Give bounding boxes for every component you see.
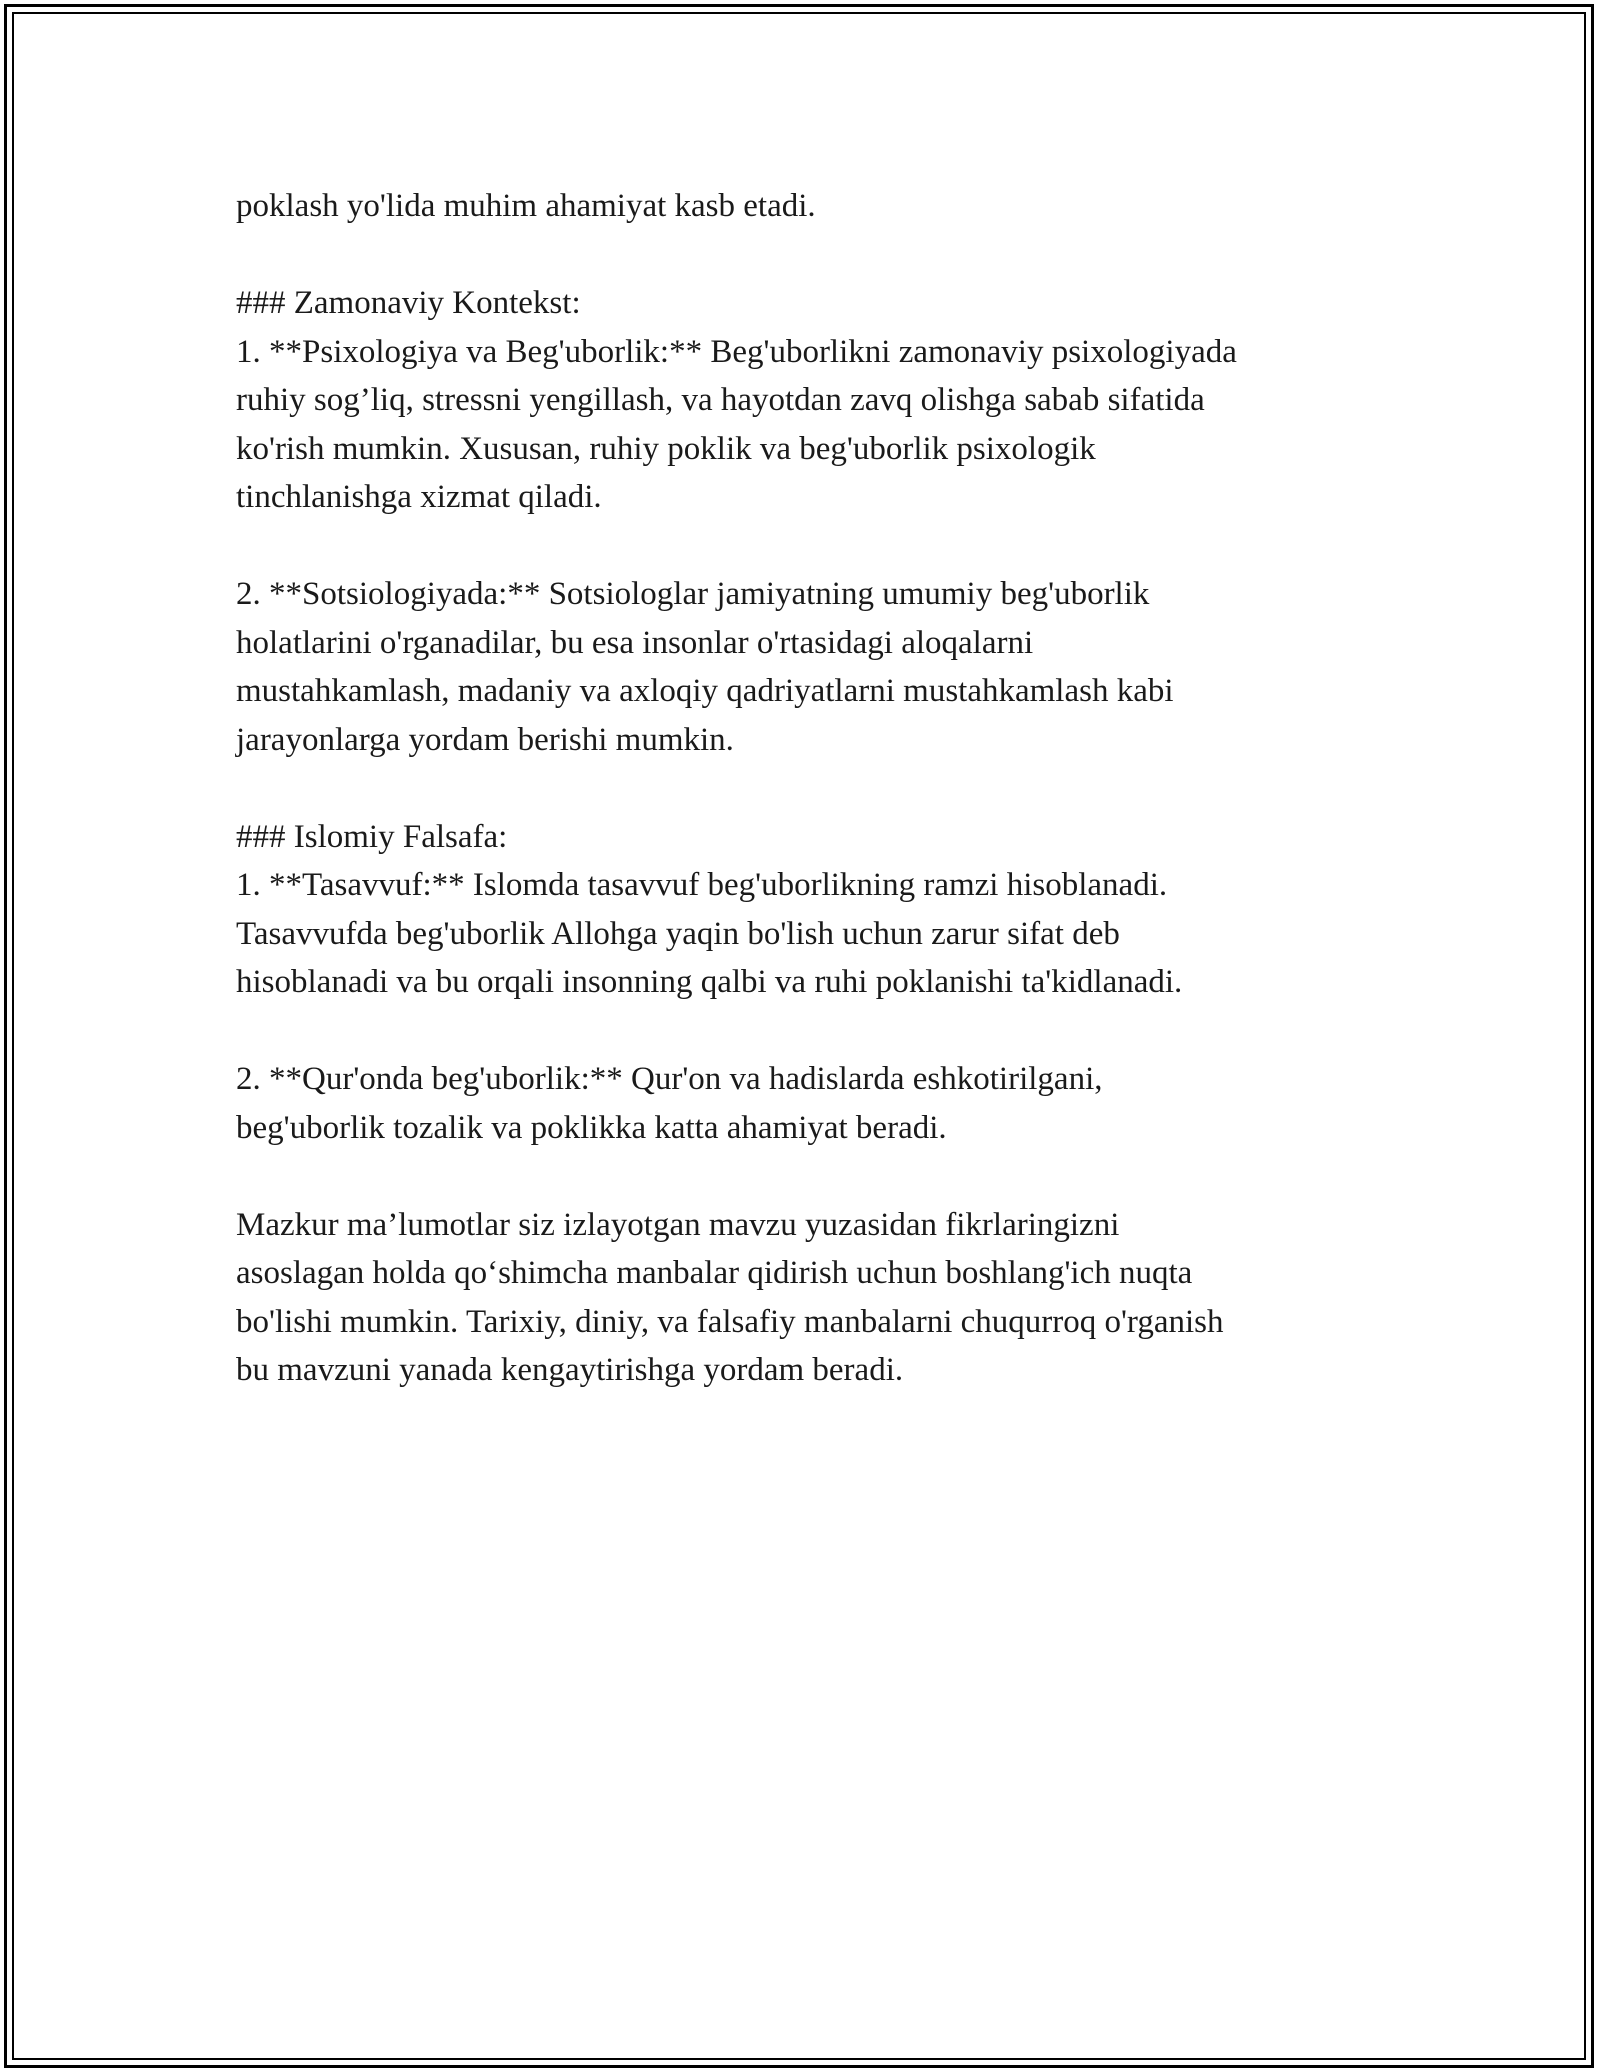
paragraph-sotsiologiya: 2. **Sotsiologiyada:** Sotsiologlar jamiyatning umumiy beg'uborlik holatlarini o'rganadilar, bu esa insonlar o'rtasidagi aloqalarni mustahkamlash, madaniy va axloqiy qadriyatlarni mustahkamlash kabi jarayonlarga yordam berishi mumkin. [236, 576, 1174, 758]
paragraph-islomiy-falsafa: ### Islomiy Falsafa: 1. **Tasavvuf:** Islomda tasavvuf beg'uborlikning ramzi hisoblanadi. Tasavvufda beg'uborlik Allohga yaqin bo'lish uchun zarur sifat deb hisoblanadi va bu orqali insonning qalbi va ruhi poklanishi ta'kidlanadi. [236, 818, 1183, 1000]
paragraph-intro-continuation: poklash yo'lida muhim ahamiyat kasb etadi. [236, 188, 816, 224]
document-body [236, 182, 1376, 1395]
paragraph-conclusion: Mazkur ma’lumotlar siz izlayotgan mavzu yuzasidan fikrlaringizni asoslagan holda qo‘shimcha manbalar qidirish uchun boshlang'ich nuqta bo'lishi mumkin. Tarixiy, diniy, va falsafiy manbalarni chuqurroq o'rganish bu mavzuni yanada kengaytirishga yordam beradi. [236, 1206, 1224, 1388]
paragraph-zamonaviy-kontekst: ### Zamonaviy Kontekst: 1. **Psixologiya va Beg'uborlik:** Beg'uborlikni zamonaviy psixologiyada ruhiy sog’liq, stressni yengillash, va hayotdan zavq olishga sabab sifatida ko'rish mumkin. Xususan, ruhiy poklik va beg'uborlik psixologik tinchlanishga xizmat qiladi. [236, 285, 1237, 515]
paragraph-quron: 2. **Qur'onda beg'uborlik:** Qur'on va hadislarda eshkotirilgani, beg'uborlik tozalik va poklikka katta ahamiyat beradi. [236, 1061, 1103, 1146]
